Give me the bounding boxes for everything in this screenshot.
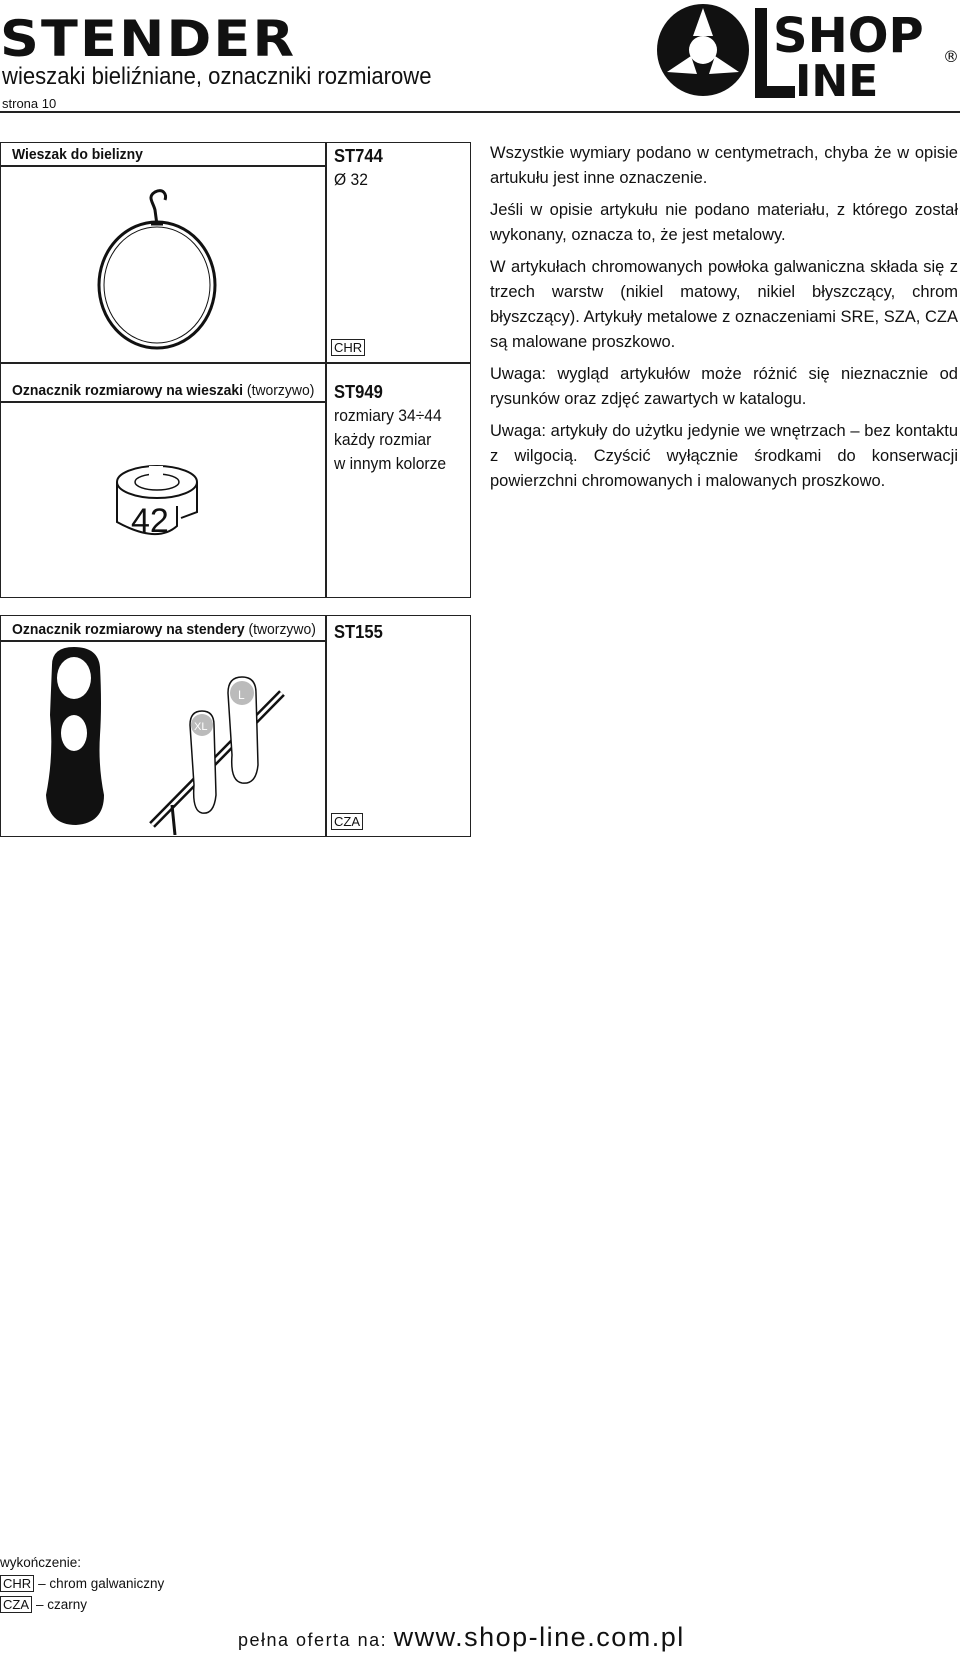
brand-name: STENDER (0, 10, 297, 68)
product-description-line: w innym kolorze (334, 454, 447, 473)
legend-code: CHR (0, 1575, 34, 1592)
product-title-underline (0, 165, 326, 167)
tag-label-xl: XL (194, 721, 208, 733)
finish-legend (0, 1552, 164, 1615)
registered-mark: ® (943, 47, 959, 66)
page-number: strona 10 (2, 96, 57, 111)
rack-marker-illustration (42, 645, 292, 840)
round-hanger-illustration (95, 180, 220, 360)
legend-label: – czarny (36, 1597, 88, 1612)
legend-item (0, 1573, 164, 1594)
product-dimension: Ø 32 (334, 170, 368, 189)
product-code: ST949 (334, 382, 383, 402)
size-marker-illustration (113, 462, 213, 545)
info-paragraph: Uwaga: wygląd artykułów może różnić się nieznacznie od rysunków oraz zdjęć zawartych w katalogu. (490, 365, 958, 408)
legend-title: wykończenie: (0, 1555, 82, 1570)
general-info (490, 141, 958, 501)
finish-tag: CHR (331, 339, 365, 356)
info-paragraph: W artykułach chromowanych powłoka galwaniczna składa się z trzech warstw (nikiel matowy, nikiel błyszczący, chrom błyszczący). Artykuły metalowe z oznaczeniami SRE, SZA, CZA są malowane proszkowo. (490, 258, 958, 351)
page-subtitle: wieszaki bieliźniane, oznaczniki rozmiarowe (2, 63, 432, 90)
legend-code: CZA (0, 1596, 32, 1613)
legend-label: – chrom galwaniczny (38, 1576, 165, 1591)
product-box-divider (325, 615, 327, 837)
info-paragraph: Wszystkie wymiary podano w centymetrach, chyba że w opisie artukułu jest inne oznaczenie. (490, 144, 958, 187)
product-title-underline (0, 640, 326, 642)
product-box-hangers (0, 142, 471, 598)
logo-text-bottom: INE (795, 56, 879, 107)
product-code: ST744 (334, 146, 383, 166)
product-title: Oznacznik rozmiarowy na wieszaki (tworzywo) (12, 382, 315, 399)
product-code: ST155 (334, 622, 383, 642)
finish-tag: CZA (331, 813, 363, 830)
product-description-line: rozmiary 34÷44 (334, 406, 442, 425)
footer (238, 1622, 685, 1653)
footer-prefix: pełna oferta na: (238, 1630, 388, 1650)
footer-url[interactable]: www.shop-line.com.pl (393, 1622, 685, 1652)
legend-item (0, 1594, 164, 1615)
product-box-divider (325, 142, 327, 598)
info-paragraph: Jeśli w opisie artykułu nie podano materiału, z którego został wykonany, oznacza to, że jest metalowy. (490, 201, 958, 244)
tag-label-l: L (238, 688, 245, 702)
info-paragraph: Uwaga: artykuły do użytku jedynie we wnętrzach – bez kontaktu z wilgocią. Czyścić wyłącznie środkami do konserwacji powierzchni chromowanych i malowanych proszkowo. (490, 422, 958, 490)
size-number: 42 (131, 502, 169, 540)
product-title: Oznacznik rozmiarowy na stendery (tworzywo) (12, 621, 316, 638)
product-description-line: każdy rozmiar (334, 430, 432, 449)
shop-line-logo (655, 0, 960, 115)
logo-text-top: SHOP (773, 8, 924, 64)
product-box-row-divider (0, 362, 471, 364)
product-title-underline (0, 401, 326, 403)
product-title: Wieszak do bielizny (12, 146, 143, 163)
